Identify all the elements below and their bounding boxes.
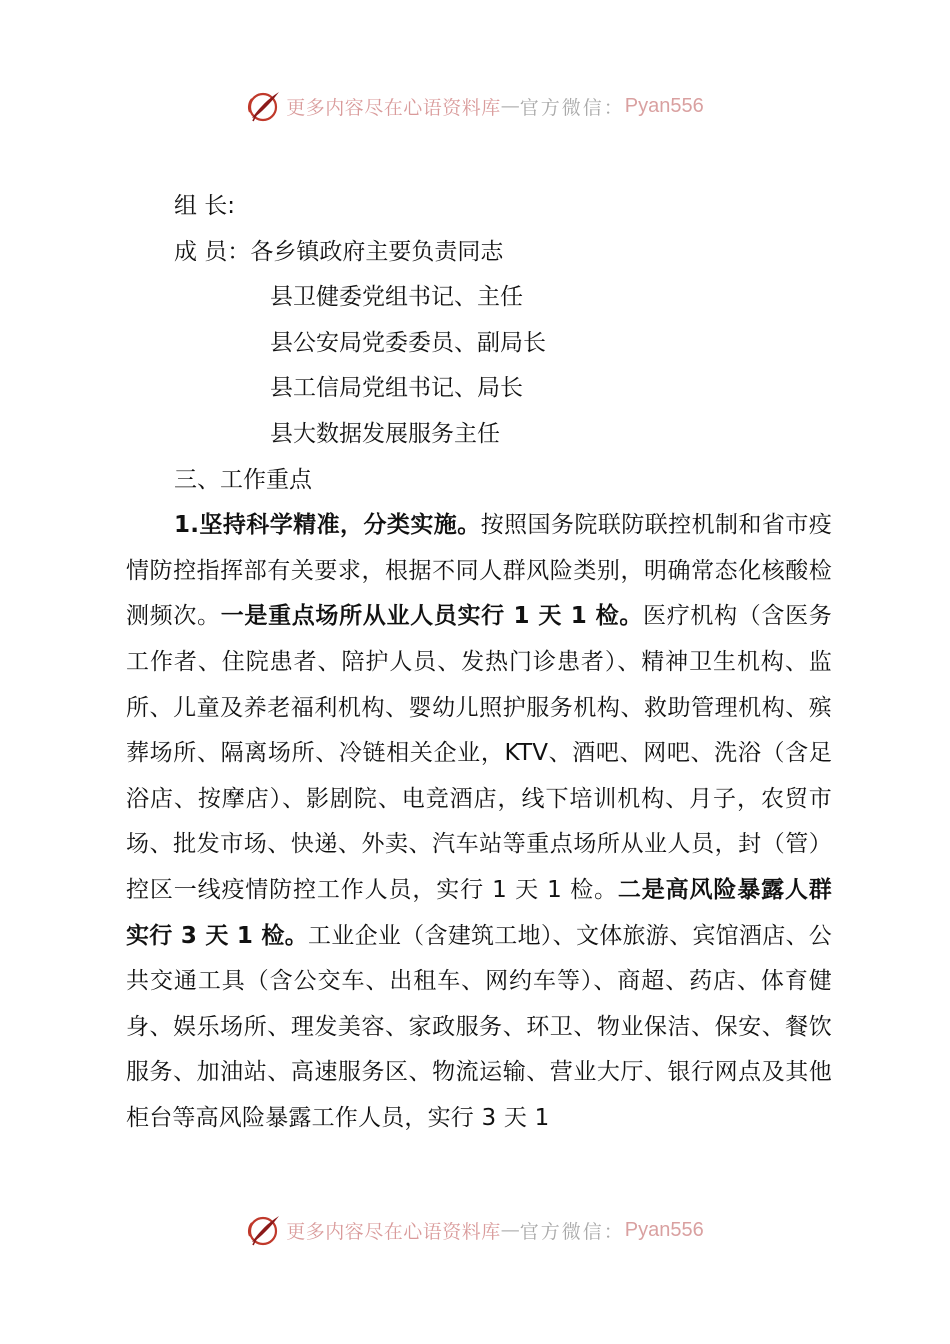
- paragraph-text: 按照国务院联防联控机制和省市疫情防控指挥部有关要求，根据不同人群风险类别，明确常态化核酸检测频次。: [126, 512, 833, 630]
- paragraph-text: 医疗机构（含医务工作者、住院患者、陪护人员、发热门诊患者）、精神卫生机构、监所、儿童及养老福利机构、婴幼儿照护服务机构、救助管理机构、殡葬场所、隔离场所、冷链相关企业，KTV、酒吧、网吧、洗浴（含足浴店、按摩店）、影剧院、电竞酒店，线下培训机构、月子，农贸市场、批发市场、快递、外卖、汽车站等重点场所从业人员，封（管）控区一线疫情防控工作人员，实行 1 天 1 检。: [126, 603, 832, 903]
- quill-logo-icon: [246, 88, 282, 124]
- footer-watermark-banner: [0, 1208, 950, 1252]
- bold-heading: 二是高风险暴露人群实行 3 天 1 检。: [126, 876, 832, 949]
- banner-wechat-id: Pyan556: [624, 94, 704, 117]
- document-body: [126, 184, 832, 1141]
- member-line: [126, 230, 832, 276]
- banner-separator: —: [500, 1219, 520, 1241]
- paragraph-text: 工业企业（含建筑工地）、文体旅游、宾馆酒店、公共交通工具（含公交车、出租车、网约车等）、商超、药店、体育健身、娱乐场所、理发美容、家政服务、环卫、物业保洁、保安、餐饮服务、加油站、高速服务区、物流运输、营业大厅、银行网点及其他柜台等高风险暴露工作人员，实行 3 天 1: [126, 922, 832, 1131]
- member-item: 县大数据发展服务主任: [270, 420, 500, 447]
- member-item: 县卫健委党组书记、主任: [270, 284, 523, 311]
- banner-main-text: 更多内容尽在心语资料库: [286, 96, 501, 119]
- bold-heading: 1.坚持科学精准，分类实施。: [174, 512, 481, 539]
- header-watermark-banner: [0, 84, 950, 128]
- section-heading: 三、工作重点: [174, 466, 312, 493]
- member-item: 县公安局党委委员、副局长: [270, 329, 546, 356]
- banner-separator: —: [500, 95, 520, 117]
- banner-main-text: 更多内容尽在心语资料库: [286, 1220, 501, 1243]
- banner-wechat-label: 官方微信：: [519, 1220, 625, 1243]
- banner-wechat-id: Pyan556: [624, 1218, 704, 1241]
- member-label: 成 员：: [174, 238, 251, 265]
- member-item: 各乡镇政府主要负责同志: [250, 238, 504, 265]
- leader-line: 组 长:: [174, 193, 236, 219]
- member-item: 县工信局党组书记、局长: [270, 375, 523, 402]
- quill-logo-icon: [246, 1212, 282, 1248]
- work-focus-paragraph: [126, 503, 832, 1141]
- banner-wechat-label: 官方微信：: [519, 96, 625, 119]
- bold-heading: 一是重点场所从业人员实行 1 天 1 检。: [220, 603, 644, 630]
